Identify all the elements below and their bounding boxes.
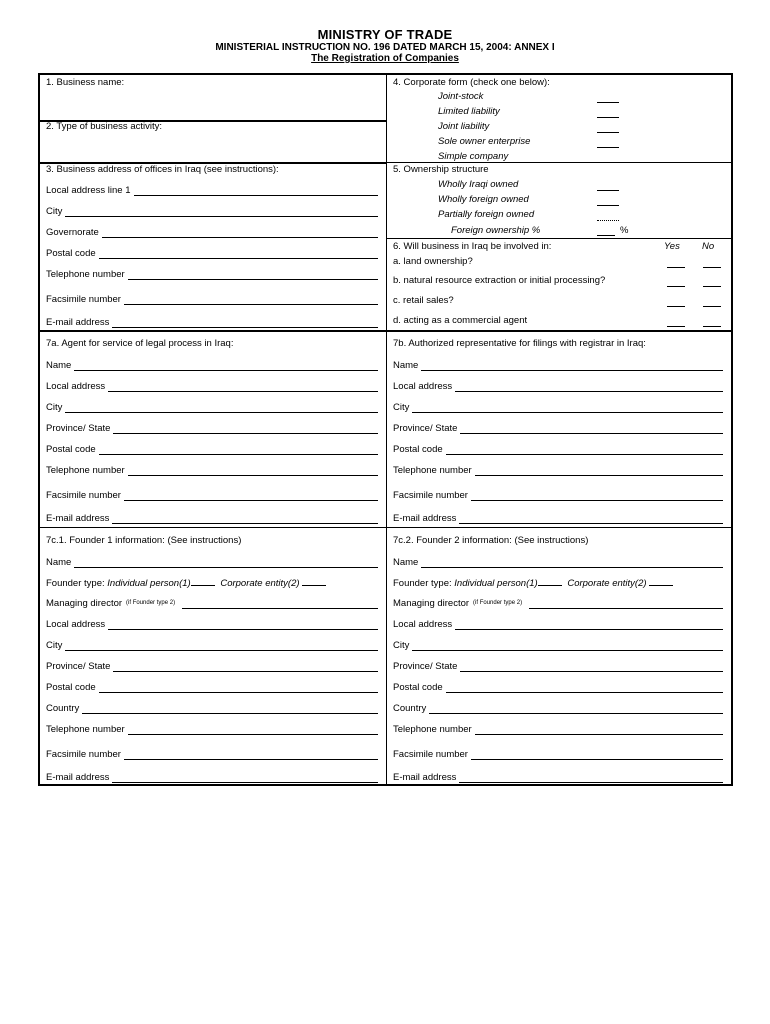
agent-field-2[interactable] (46, 402, 378, 413)
representative-field-5[interactable] (393, 465, 723, 476)
involvement-no-blank[interactable] (703, 326, 721, 327)
yes-column-header: Yes (664, 241, 680, 252)
founder-1-md-label: Managing director (46, 598, 123, 609)
corporate-form-label: 4. Corporate form (check one below): (393, 77, 550, 88)
founder-2-field-label: E-mail address (393, 772, 457, 783)
representative-field-label: City (393, 402, 410, 413)
representative-field-label: Telephone number (393, 465, 472, 476)
founder-2-field-7[interactable] (393, 772, 723, 783)
founder-2-field-5[interactable] (393, 724, 723, 735)
agent-field-7[interactable] (46, 513, 378, 524)
business-address-field-label: Local address line 1 (46, 185, 131, 196)
founder-2-md-label: Managing director (393, 598, 470, 609)
divider-s5-s6 (386, 238, 731, 239)
corporate-form-option-label: Limited liability (438, 106, 500, 117)
foreign-ownership-pct-field[interactable] (597, 235, 615, 236)
corporate-form-option-blank[interactable] (597, 147, 619, 148)
agent-legal-process-label: 7a. Agent for service of legal process in Iraq: (46, 338, 234, 349)
founder-2-corporate-option: Corporate entity(2) (567, 578, 647, 589)
representative-field-1[interactable] (393, 381, 723, 392)
agent-field-label: City (46, 402, 63, 413)
ownership-option-label: Wholly foreign owned (438, 194, 529, 205)
founder-1-field-2[interactable] (46, 661, 378, 672)
founder-2-managing-director-field[interactable] (393, 598, 723, 609)
business-address-label: 3. Business address of offices in Iraq (see instructions): (46, 164, 279, 175)
representative-field-label: Province/ State (393, 423, 458, 434)
involvement-item-label: c. retail sales? (393, 295, 454, 306)
founder-1-field-7[interactable] (46, 772, 378, 783)
founder-2-field-label: City (393, 640, 410, 651)
involvement-yes-blank[interactable] (667, 267, 685, 268)
founder-1-field-label: Facsimile number (46, 749, 121, 760)
founder-2-name-field[interactable] (393, 557, 723, 568)
founder-2-individual-blank[interactable] (538, 577, 562, 586)
authorized-representative-label: 7b. Authorized representative for filings with registrar in Iraq: (393, 338, 646, 349)
founder-1-corporate-blank[interactable] (302, 577, 326, 586)
involvement-yes-blank[interactable] (667, 306, 685, 307)
ownership-option-blank[interactable] (597, 205, 619, 206)
form-name: The Registration of Companies (311, 53, 459, 64)
founder-1-managing-director-field[interactable] (46, 598, 378, 609)
agent-field-label: Telephone number (46, 465, 125, 476)
registration-form (38, 73, 733, 786)
agent-field-label: Facsimile number (46, 490, 121, 501)
founder-1-field-label: City (46, 640, 63, 651)
business-activity-label: 2. Type of business activity: (46, 121, 162, 132)
ownership-structure-label: 5. Ownership structure (393, 164, 489, 175)
ownership-option-label: Partially foreign owned (438, 209, 535, 220)
business-address-field-label: Telephone number (46, 269, 125, 280)
representative-field-0[interactable] (393, 360, 723, 371)
agent-field-6[interactable] (46, 490, 378, 501)
document-subtitle: MINISTERIAL INSTRUCTION NO. 196 DATED MARCH 15, 2004: ANNEX I (215, 42, 555, 53)
founder-1-name-label: Name (46, 557, 72, 568)
founder-2-md-note: (if Founder type 2) (473, 600, 523, 606)
founder-2-field-6[interactable] (393, 749, 723, 760)
founder-2-field-label: Telephone number (393, 724, 472, 735)
agent-field-label: Local address (46, 381, 106, 392)
founder-2-name-label: Name (393, 557, 419, 568)
business-address-field-6[interactable] (46, 317, 378, 328)
business-involvement-label: 6. Will business in Iraq be involved in: (393, 241, 552, 252)
founder-2-field-label: Facsimile number (393, 749, 468, 760)
corporate-form-option-label: Simple company (438, 151, 509, 162)
agent-field-label: E-mail address (46, 513, 110, 524)
agent-field-label: Postal code (46, 444, 96, 455)
divider-s7-s7c (40, 527, 731, 528)
business-address-field-4[interactable] (46, 269, 378, 280)
representative-field-label: E-mail address (393, 513, 457, 524)
business-address-field-label: City (46, 206, 63, 217)
involvement-item-label: a. land ownership? (393, 256, 473, 267)
business-address-field-label: Governorate (46, 227, 99, 238)
business-name-label: 1. Business name: (46, 77, 125, 88)
representative-field-3[interactable] (393, 423, 723, 434)
involvement-yes-blank[interactable] (667, 326, 685, 327)
involvement-no-blank[interactable] (703, 306, 721, 307)
founder-1-field-label: Postal code (46, 682, 96, 693)
ownership-option-label: Wholly Iraqi owned (438, 179, 519, 190)
representative-field-7[interactable] (393, 513, 723, 524)
founder-2-field-label: Province/ State (393, 661, 458, 672)
corporate-form-option-blank[interactable] (597, 162, 619, 163)
founder-1-label: 7c.1. Founder 1 information: (See instructions) (46, 535, 242, 546)
representative-field-label: Local address (393, 381, 453, 392)
involvement-item-label: d. acting as a commercial agent (393, 315, 528, 326)
founder-1-field-label: Telephone number (46, 724, 125, 735)
business-address-field-label: E-mail address (46, 317, 110, 328)
corporate-form-option-blank[interactable] (597, 117, 619, 118)
agent-field-0[interactable] (46, 360, 378, 371)
ownership-option-blank[interactable] (597, 220, 619, 221)
business-address-field-0[interactable] (46, 185, 378, 196)
founder-1-name-field[interactable] (46, 557, 378, 568)
business-address-field-1[interactable] (46, 206, 378, 217)
corporate-form-option-label: Sole owner enterprise (438, 136, 531, 147)
founder-1-field-label: Local address (46, 619, 106, 630)
founder-1-field-1[interactable] (46, 640, 378, 651)
corporate-form-option-blank[interactable] (597, 102, 619, 103)
representative-field-label: Name (393, 360, 419, 371)
representative-field-label: Postal code (393, 444, 443, 455)
founder-2-field-label: Local address (393, 619, 453, 630)
ownership-option-blank[interactable] (597, 190, 619, 191)
business-address-field-label: Facsimile number (46, 294, 121, 305)
involvement-no-blank[interactable] (703, 267, 721, 268)
founder-2-field-label: Country (393, 703, 427, 714)
no-column-header: No (702, 241, 715, 252)
founder-1-type-row (46, 577, 326, 590)
representative-field-6[interactable] (393, 490, 723, 501)
agent-field-4[interactable] (46, 444, 378, 455)
agent-field-5[interactable] (46, 465, 378, 476)
founder-1-field-label: Country (46, 703, 80, 714)
founder-2-field-3[interactable] (393, 682, 723, 693)
corporate-form-option-label: Joint liability (438, 121, 490, 132)
founder-2-field-label: Postal code (393, 682, 443, 693)
founder-1-individual-option: Individual person(1) (107, 578, 191, 589)
founder-2-type-label: Founder type: (393, 578, 452, 589)
founder-1-field-4[interactable] (46, 703, 378, 714)
business-address-field-3[interactable] (46, 248, 378, 259)
founder-1-field-3[interactable] (46, 682, 378, 693)
involvement-yes-blank[interactable] (667, 286, 685, 287)
pct-sign: % (620, 225, 629, 236)
business-address-field-label: Postal code (46, 248, 96, 259)
founder-2-corporate-blank[interactable] (649, 577, 673, 586)
agent-field-3[interactable] (46, 423, 378, 434)
agent-field-label: Province/ State (46, 423, 111, 434)
document-title: MINISTRY OF TRADE (317, 27, 453, 42)
involvement-no-blank[interactable] (703, 286, 721, 287)
representative-field-4[interactable] (393, 444, 723, 455)
founder-2-field-0[interactable] (393, 619, 723, 630)
founder-1-field-0[interactable] (46, 619, 378, 630)
corporate-form-option-blank[interactable] (597, 132, 619, 133)
founder-1-type-label: Founder type: (46, 578, 105, 589)
founder-2-field-2[interactable] (393, 661, 723, 672)
founder-1-corporate-option: Corporate entity(2) (220, 578, 300, 589)
business-address-field-5[interactable] (46, 294, 378, 305)
business-address-field-2[interactable] (46, 227, 378, 238)
founder-2-individual-option: Individual person(1) (454, 578, 538, 589)
founder-1-field-label: E-mail address (46, 772, 110, 783)
founder-1-field-5[interactable] (46, 724, 378, 735)
founder-2-label: 7c.2. Founder 2 information: (See instructions) (393, 535, 589, 546)
founder-1-md-note: (if Founder type 2) (126, 600, 176, 606)
founder-1-field-label: Province/ State (46, 661, 111, 672)
agent-field-1[interactable] (46, 381, 378, 392)
corporate-form-option-label: Joint-stock (438, 91, 484, 102)
founder-1-individual-blank[interactable] (191, 577, 215, 586)
agent-field-label: Name (46, 360, 72, 371)
center-divider (386, 75, 387, 784)
representative-field-label: Facsimile number (393, 490, 468, 501)
founder-2-type-row (393, 577, 673, 590)
representative-field-2[interactable] (393, 402, 723, 413)
founder-1-field-6[interactable] (46, 749, 378, 760)
foreign-ownership-pct-label: Foreign ownership % (451, 225, 541, 236)
divider-s3-s7 (40, 330, 731, 332)
founder-2-field-1[interactable] (393, 640, 723, 651)
involvement-item-label: b. natural resource extraction or initial processing? (393, 275, 606, 286)
founder-2-field-4[interactable] (393, 703, 723, 714)
